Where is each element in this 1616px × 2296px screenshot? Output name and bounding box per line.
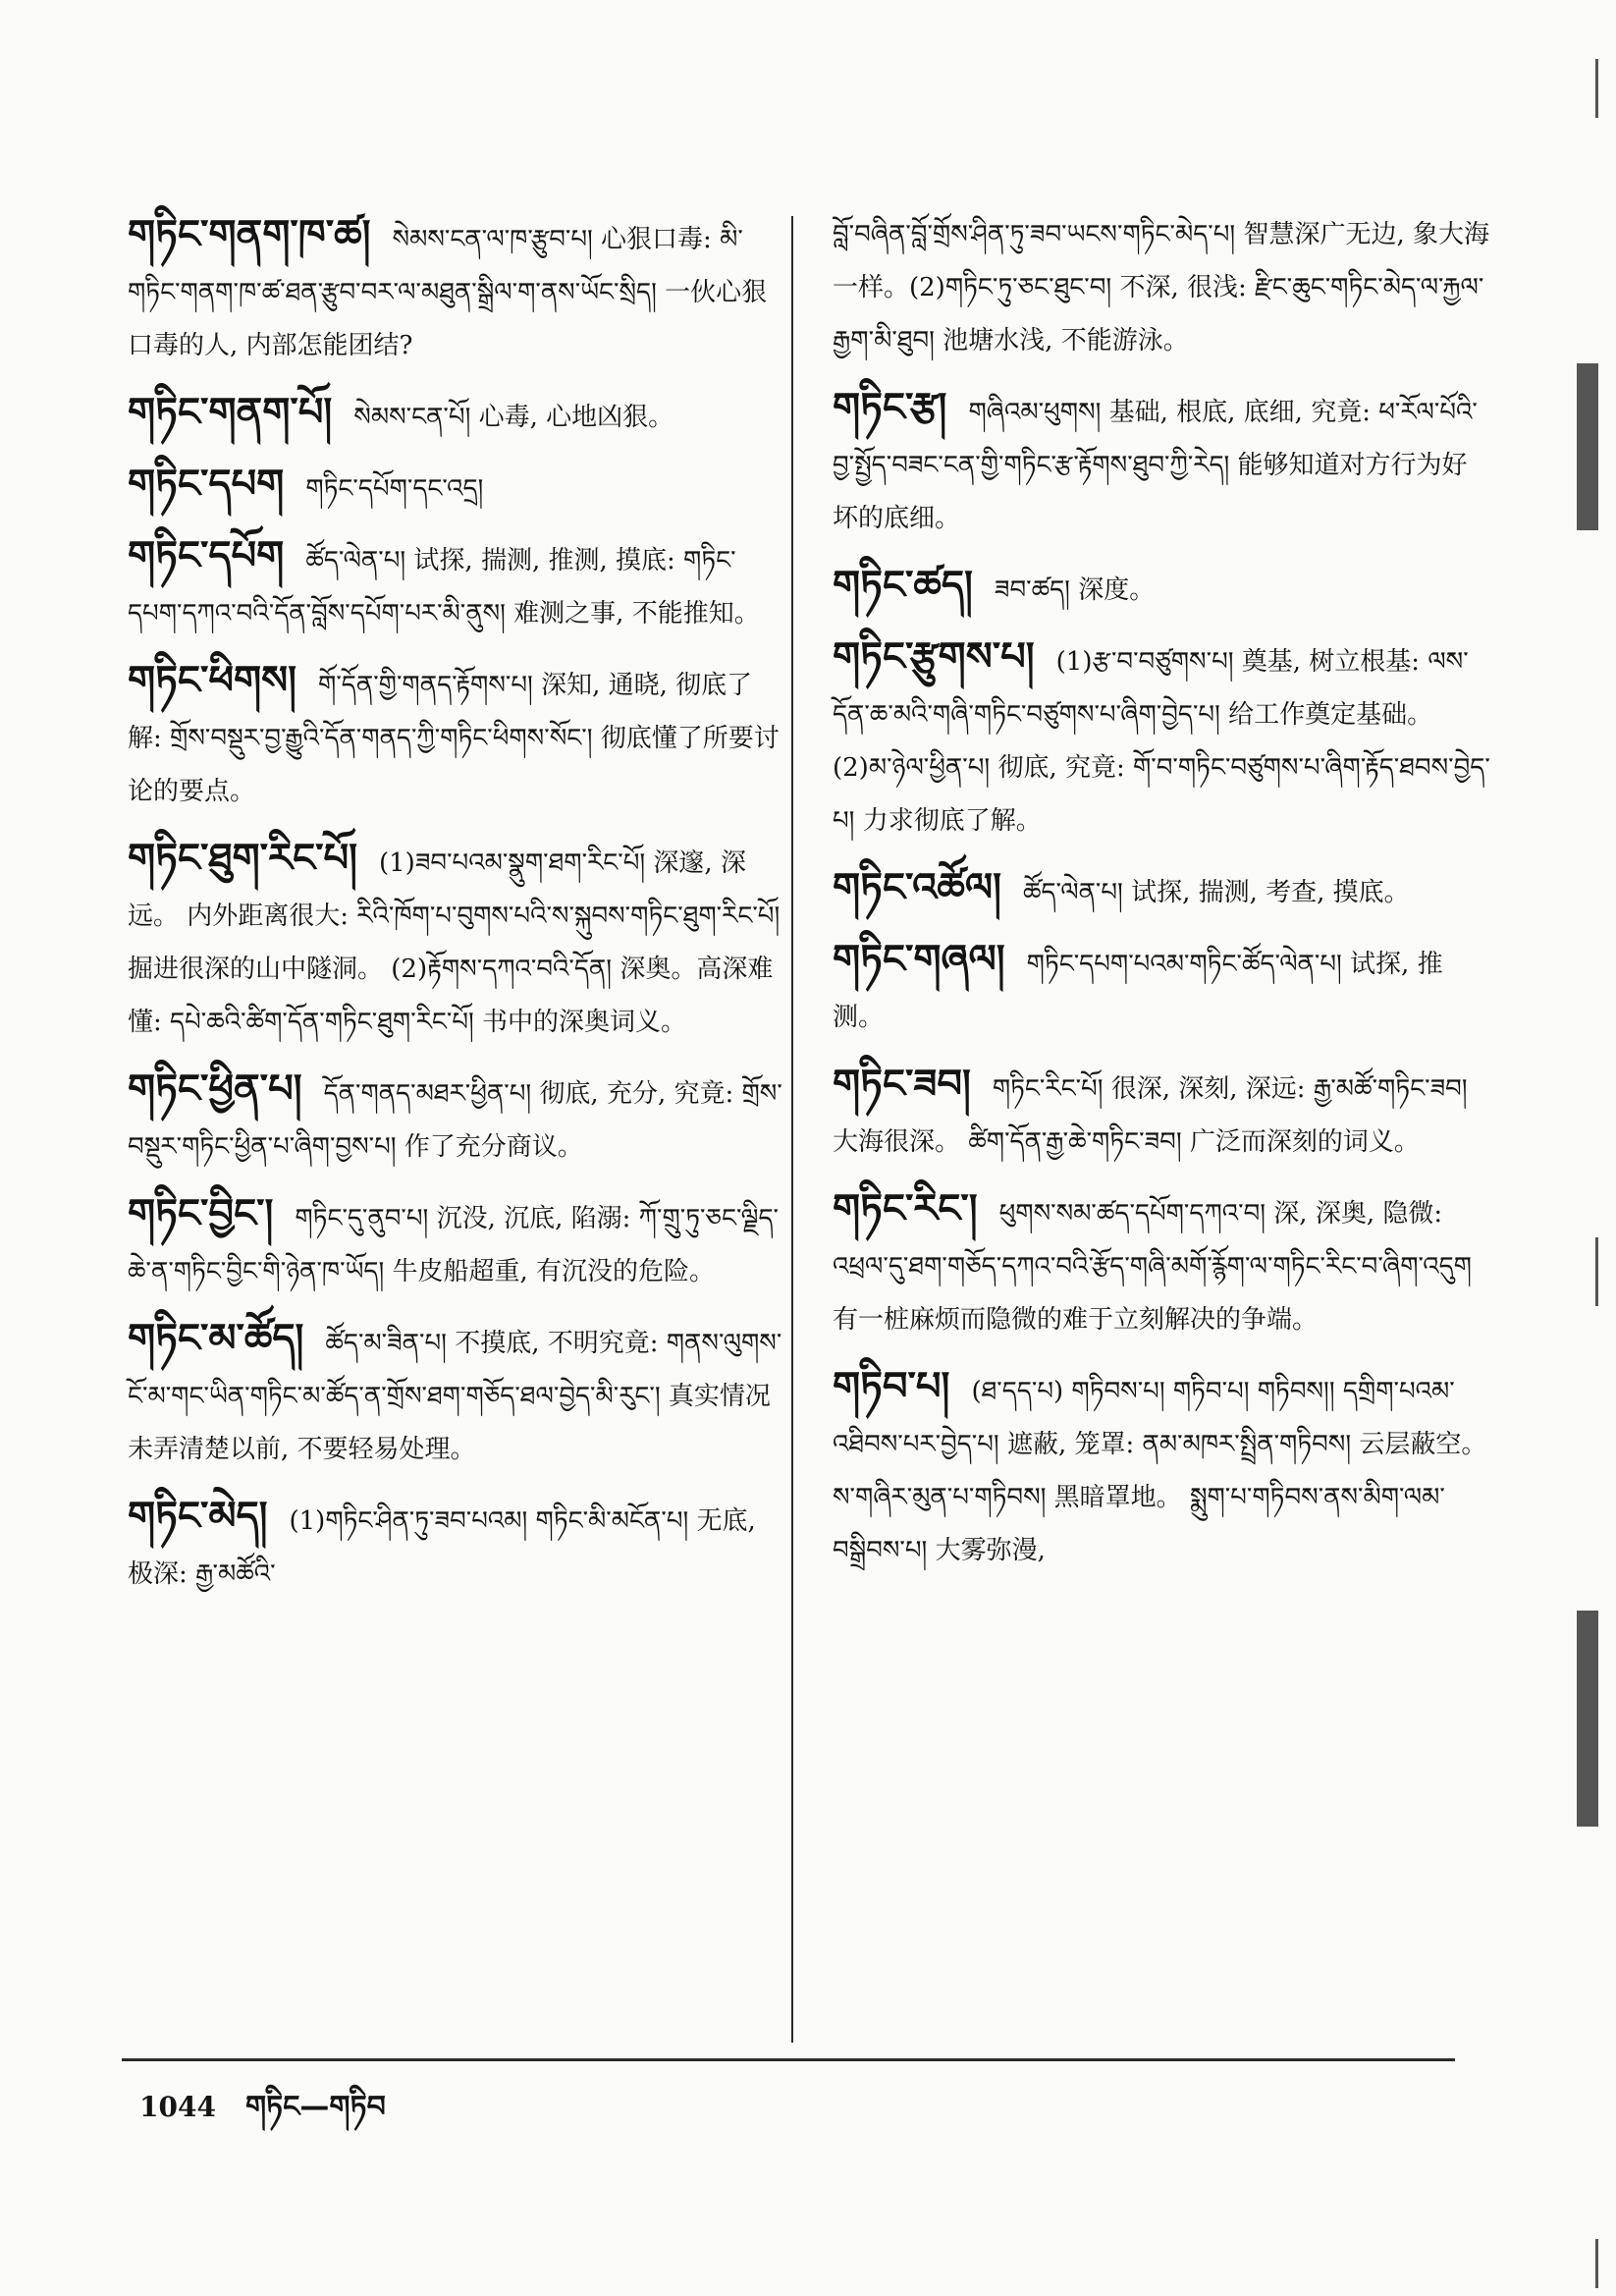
entry-headword: གཏིང་རྩུགས་པ། (833, 634, 1035, 680)
entry-definition: ཕུགས་སམ་ཚད་དཔོག་དཀའ་བ། 深, 深奥, 隐微: འཕྲལ་དུ་ཐག་གཅོད་དཀའ་བའི་རྩོད་གཞི་མགོ་རྙོག་ལ་གཏིང་རིང་བ་ཞིག་འདུག 有一桩麻烦而隐微的难于立刻解决的争端。 (833, 1199, 1472, 1335)
entry-definition: སེམས་ངན་ལ་ཁ་རྩུབ་པ། 心狠口毒: མི་གཏིང་གནག་ཁ་ཚ་ཐན་རྩུབ་བར་ལ་མཐུན་སྒྲིལ་ག་ནས་ཡོང་སྲིད། 一伙心狠口毒的人, 内部怎能团结? (128, 225, 768, 360)
entry-headword: གཏིང་མེད། (128, 1494, 268, 1539)
dictionary-entry (128, 529, 785, 640)
entry-headword: གཏིབ་པ། (833, 1364, 950, 1409)
dictionary-entry (833, 559, 1490, 617)
dictionary-entry (128, 654, 785, 818)
entry-headword: གཏིང་ཟབ། (833, 1062, 971, 1107)
page-range: གཏིང—གཏིབ (244, 2090, 386, 2124)
dictionary-entry-continued (833, 208, 1490, 367)
scan-edge-marks (1575, 0, 1598, 2296)
entry-headword: གཏིང་འཚོལ། (833, 865, 1001, 910)
dictionary-entry (833, 861, 1490, 919)
entry-definition: (1)ཟབ་པའམ་སྣུག་ཐག་རིང་པོ། 深邃, 深远。 内外距离很大: རིའི་ཁོག་པ་བུགས་པའི་ས་སྐུབས་གཏིང་ཐུག་རིང་པོ། 掘进很深的山中隧洞。 (2)རྟོགས་དཀའ་བའི་དོན། 深奥。高深难懂: དཔེ་ཆའི་ཚིག་དོན་གཏིང་ཐུག་རིང་པོ། 书中的深奥词义。 (128, 848, 781, 1037)
dictionary-entry (833, 1360, 1490, 1577)
entry-headword: གཏིང་དཔག (128, 462, 285, 507)
entry-headword: གཏིང་བྱིང་། (128, 1191, 274, 1236)
page-number: 1044 (139, 2091, 216, 2123)
entry-definition: ཚོད་ལེན་པ། 试探, 揣测, 考查, 摸底。 (1022, 878, 1410, 907)
dictionary-entry (128, 208, 785, 372)
dictionary-entry (833, 933, 1490, 1044)
entry-definition: (1)གཏིང་ཤིན་ཏུ་ཟབ་པའམ། གཏིང་མི་མངོན་པ། 无底, 极深: རྒྱ་མཚོའི་ (128, 1506, 756, 1589)
entry-headword: གཏིང་མ་ཚོད། (128, 1316, 304, 1361)
right-column (833, 208, 1490, 1591)
entry-definition: གོ་དོན་གྱི་གནད་རྟོགས་པ། 深知, 通晓, 彻底了解: གྲོས་བསྡུར་བྱ་རྒྱུའི་དོན་གནད་ཀྱི་གཏིང་ཕིགས་སོང་། 彻底懂了所要讨论的要点。 (128, 671, 780, 806)
dictionary-entry (833, 381, 1490, 545)
dictionary-entry (128, 386, 785, 444)
entry-headword: གཏིང་རིང་། (833, 1186, 978, 1231)
entry-definition: སེམས་ངན་པོ། 心毒, 心地凶狠。 (353, 403, 674, 432)
dictionary-entry (833, 1058, 1490, 1169)
entry-definition: གཞིའམ་ཕུགས། 基础, 根底, 底细, 究竟: ཕ་རོལ་པོའི་བྱ་སྤྱོད་བཟང་ངན་གྱི་གཏིང་རྩ་རྟོགས་ཐུབ་ཀྱི་རེད། 能够知道对方行为好坏的底细。 (833, 398, 1478, 533)
dictionary-entry (128, 1063, 785, 1174)
entry-headword: གཏིང་ཐུག་རིང་པོ། (128, 836, 357, 881)
entry-headword: གཏིང་ཕྱིན་པ། (128, 1066, 302, 1112)
dictionary-entry (128, 832, 785, 1049)
entry-headword: གཏིང་གནག་ཁ་ཚ། (128, 212, 371, 257)
dictionary-entry (128, 1187, 785, 1298)
footer-rule (122, 2058, 1455, 2061)
entry-definition: ཟབ་ཚད། 深度。 (994, 575, 1156, 605)
entry-definition: གཏིང་རིང་པོ། 很深, 深刻, 深远: རྒྱ་མཚོ་གཏིང་ཟབ། 大海很深。 ཚིག་དོན་རྒྱ་ཆེ་གཏིང་ཟབ། 广泛而深刻的词义。 (833, 1074, 1468, 1157)
entry-definition: (1)རྩ་བ་བཙུགས་པ། 奠基, 树立根基: ལས་དོན་ཆ་མའི་གཞི་གཏིང་བཙུགས་པ་ཞིག་བྱེད་པ། 给工作奠定基础。 (2)མ་ཉེལ་ཕྱིན་པ། 彻底, 究竟: གོ་བ་གཏིང་བཙུགས་པ་ཞིག་རྟོད་ཐབས་བྱེད་པ། 力求彻底了解。 (833, 647, 1490, 836)
entry-headword: གཏིང་རྩ། (833, 385, 947, 430)
entry-definition: གཏིང་དཔོག་དང་འདྲ། (305, 474, 484, 504)
dictionary-entry (128, 1312, 785, 1476)
dictionary-entry (833, 630, 1490, 847)
column-divider (791, 216, 793, 2043)
entry-definition: (ཐ་དད་པ) གཏིབས་པ། གཏིབ་པ། གཏིབས།། དགྲིག་པའམ་འཐིབས་པར་བྱེད་པ། 遮蔽, 笼罩: ནམ་མཁར་སྤྲིན་གཏིབས། 云层蔽空。 ས་གཞིར་མུན་པ་གཏིབས། 黑暗罩地。 སྨུག་པ་གཏིབས་ནས་མིག་ལམ་བསྒྲིབས་པ། 大雾弥漫, (833, 1377, 1487, 1565)
entry-headword: གཏིང་གཞལ། (833, 937, 1005, 982)
dictionary-entry (128, 1490, 785, 1601)
entry-definition: གཏིང་དུ་ནུབ་པ། 沉没, 沉底, 陷溺: ཀོ་གྲུ་ཏུ་ཅང་ལྗིད་ཆེ་ན་གཏིང་བྱིང་གི་ཉེན་ཁ་ཡོད། 牛皮船超重, 有沉没的危险。 (128, 1204, 780, 1286)
entry-definition: བློ་བཞིན་བློ་གྲོས་ཤིན་ཏུ་ཟབ་ཡངས་གཏིང་མེད་པ། 智慧深广无边, 象大海一样。(2)གཏིང་ཏུ་ཅང་ཐུང་བ། 不深, 很浅: རྫིང་ཆུང་གཏིང་མེད་ལ་རྐྱལ་རྒྱག་མི་ཐུབ། 池塘水浅, 不能游泳。 (833, 220, 1489, 355)
entry-definition: ཚོད་ལེན་པ། 试探, 揣测, 推测, 摸底: གཏིང་དཔག་དཀའ་བའི་དོན་བློས་དཔོག་པར་མི་ནུས། 难测之事, 不能推知。 (128, 546, 760, 629)
entry-definition: གཏིང་དཔག་པའམ་གཏིང་ཚོད་ལེན་པ། 试探, 推测。 (833, 950, 1443, 1032)
entry-headword: གཏིང་ཕིགས། (128, 658, 297, 703)
entry-definition: དོན་གནད་མཐར་ཕྱིན་པ། 彻底, 充分, 究竟: གྲོས་བསྡུར་གཏིང་ཕྱིན་པ་ཞིག་བྱས་པ། 作了充分商议。 (128, 1079, 782, 1162)
entry-headword: གཏིང་ཚད། (833, 563, 973, 608)
entry-definition: ཚོད་མ་ཟིན་པ། 不摸底, 不明究竟: གནས་ལུགས་ངོ་མ་གང་ཡིན་གཏིང་མ་ཚོད་ན་གྲོས་ཐག་གཅོད་ཐལ་བྱེད་མི་རུང་། 真实情况未弄清楚以前, 不要轻易处理。 (128, 1329, 782, 1464)
entry-headword: གཏིང་དཔོག (128, 533, 285, 578)
left-column (128, 208, 785, 1614)
page-footer (139, 2074, 386, 2157)
dictionary-entry (128, 458, 785, 516)
entry-headword: གཏིང་གནག་པོ། (128, 390, 333, 435)
dictionary-entry (833, 1182, 1490, 1346)
